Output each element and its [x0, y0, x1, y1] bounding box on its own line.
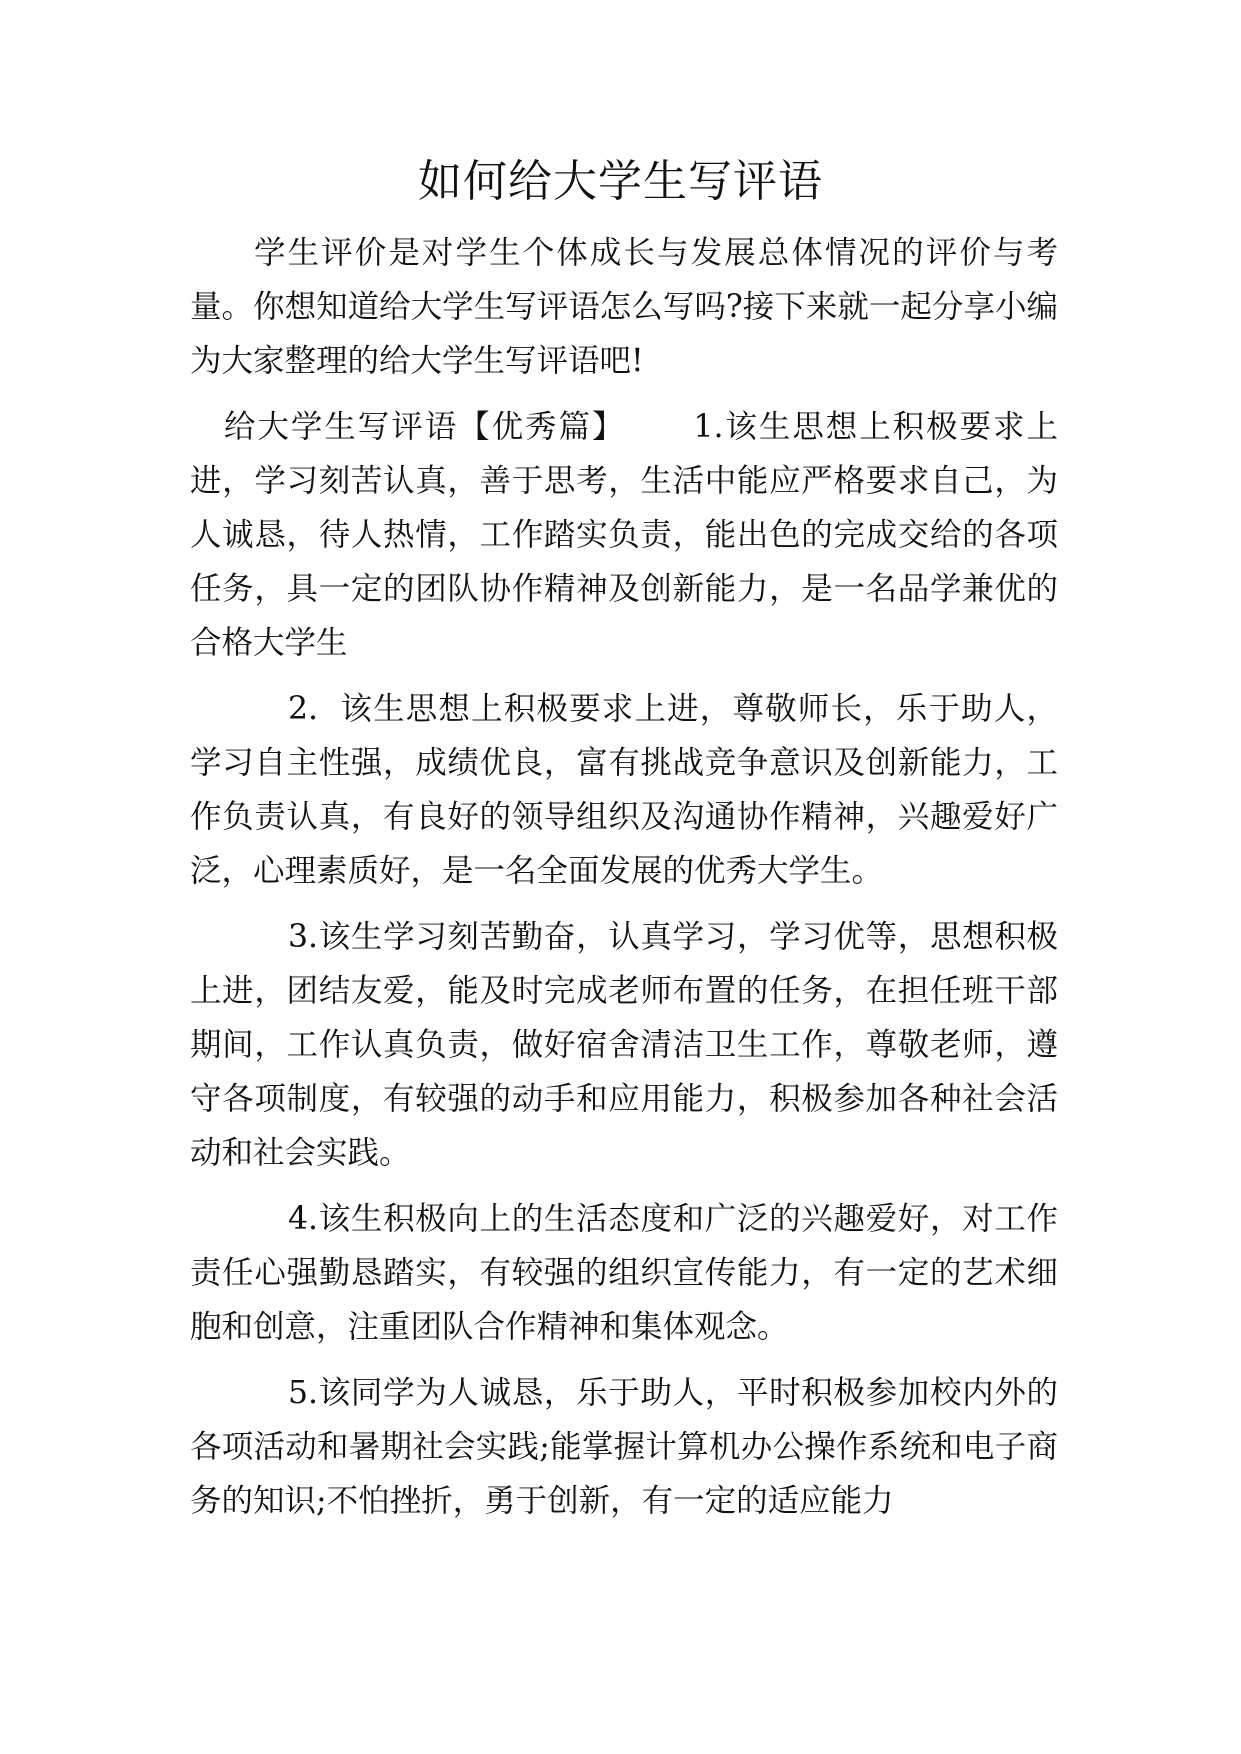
comment-item-2: 2. 该生思想上积极要求上进，尊敬师长，乐于助人，学习自主性强，成绩优良，富有挑战竞争意识及创新能力，工作负责认真，有良好的领导组织及沟通协作精神，兴趣爱好广泛，心理素质好，是一名全面发展的优秀大学生。: [190, 691, 1058, 889]
comment-item-4: 4.该生积极向上的生活态度和广泛的兴趣爱好，对工作责任心强勤恳踏实，有较强的组织宣传能力，有一定的艺术细胞和创意，注重团队合作精神和集体观念。: [190, 1201, 1058, 1345]
document-body: [190, 226, 1058, 1540]
comment-item-1: 1.该生思想上积极要求上进，学习刻苦认真，善于思考，生活中能应严格要求自己，为人诚恳，待人热情，工作踏实负责，能出色的完成交给的各项任务，具一定的团队协作精神及创新能力，是一名品学兼优的合格大学生: [190, 409, 1058, 661]
page-title: 如何给大学生写评语: [418, 156, 823, 207]
section-heading: 给大学生写评语【优秀篇】: [224, 409, 626, 445]
comment-item-3: 3.该生学习刻苦勤奋，认真学习，学习优等，思想积极上进，团结友爱，能及时完成老师布置的任务，在担任班干部期间，工作认真负责，做好宿舍清洁卫生工作，尊敬老师，遵守各项制度，有较强的动手和应用能力，积极参加各种社会活动和社会实践。: [190, 919, 1058, 1171]
intro-paragraph: 学生评价是对学生个体成长与发展总体情况的评价与考量。你想知道给大学生写评语怎么写吗?接下来就一起分享小编为大家整理的给大学生写评语吧!: [190, 235, 1058, 379]
comment-item-5: 5.该同学为人诚恳，乐于助人，平时积极参加校内外的各项活动和暑期社会实践;能掌握计算机办公操作系统和电子商务的知识;不怕挫折，勇于创新，有一定的适应能力: [190, 1375, 1058, 1519]
section-paragraph: [190, 400, 1058, 670]
